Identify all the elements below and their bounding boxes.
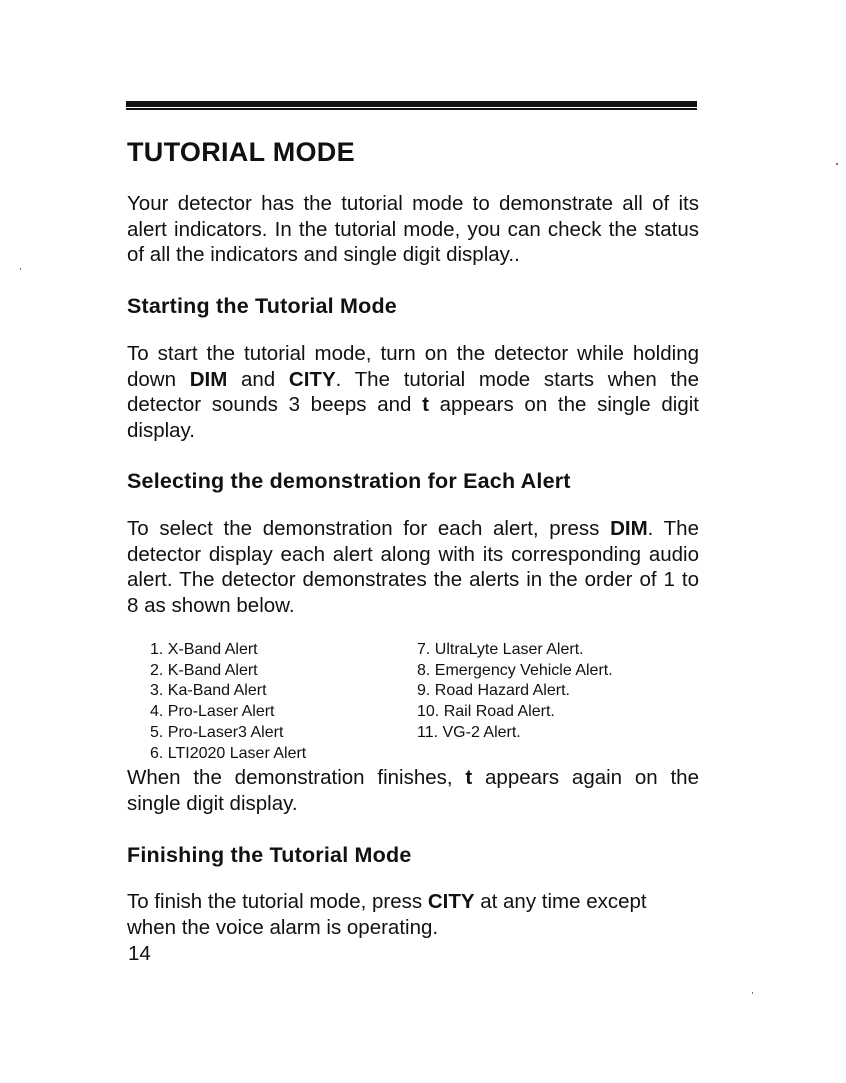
list-item: 8. Emergency Vehicle Alert. xyxy=(417,661,613,679)
finishing-text-2: at any time except when the voice alarm is operating. xyxy=(127,890,647,939)
starting-text-1: To start the tutorial mode, turn on the detector while holding down xyxy=(127,342,699,391)
finishing-paragraph xyxy=(127,889,699,940)
starting-paragraph xyxy=(127,341,699,443)
heading-starting: Starting the Tutorial Mode xyxy=(127,294,397,318)
starting-text-4: appears on the single digit display. xyxy=(127,393,699,442)
selecting-bold-dim: DIM xyxy=(610,517,648,540)
finishing-text-1: To finish the tutorial mode, press xyxy=(127,890,428,913)
list-item: 7. UltraLyte Laser Alert. xyxy=(417,641,584,658)
heading-finishing: Finishing the Tutorial Mode xyxy=(127,843,412,867)
alert-list-right xyxy=(417,640,613,744)
selecting-paragraph xyxy=(127,516,699,618)
demonstration-finish-paragraph xyxy=(127,765,699,816)
list-item: 9. Road Hazard Alert. xyxy=(417,682,570,700)
intro-paragraph xyxy=(127,191,699,268)
list-item: 1. X-Band Alert xyxy=(150,641,258,658)
top-rule-underline xyxy=(126,108,697,110)
intro-text: Your detector has the tutorial mode to demonstrate all of its alert indicators. In the tutorial mode, you can check the status of all the indicators and single digit display.. xyxy=(127,192,699,266)
list-item: 11. VG-2 Alert. xyxy=(417,723,521,741)
list-item: 4. Pro-Laser Alert xyxy=(150,703,275,721)
starting-bold-dim: DIM xyxy=(189,367,228,391)
top-rule xyxy=(126,101,697,107)
scan-speck xyxy=(20,268,21,270)
finish-demo-bold-t: t xyxy=(465,766,473,789)
list-item: 6. LTI2020 Laser Alert xyxy=(150,744,307,762)
selecting-text-2: . The detector display each alert along with its corresponding audio alert. The detector demonstrates the alerts in the order of 1 to 8 as shown below. xyxy=(127,517,699,617)
scan-speck xyxy=(752,992,753,994)
finish-demo-text-2: appears again on the single digit display. xyxy=(127,766,699,815)
starting-text-2: and xyxy=(227,367,289,391)
list-item: 10. Rail Road Alert. xyxy=(417,703,555,721)
starting-text-3: . The tutorial mode starts when the detector sounds 3 beeps and xyxy=(127,367,699,416)
starting-bold-city: CITY xyxy=(288,367,336,391)
finishing-bold-city: CITY xyxy=(427,890,475,913)
starting-bold-t: t xyxy=(422,393,429,416)
list-item: 2. K-Band Alert xyxy=(150,661,258,679)
heading-selecting: Selecting the demonstration for Each Alert xyxy=(127,469,571,493)
finish-demo-text-1: When the demonstration finishes, xyxy=(127,766,466,789)
list-item: 3. Ka-Band Alert xyxy=(150,682,267,700)
list-item: 5. Pro-Laser3 Alert xyxy=(150,723,284,741)
scan-speck xyxy=(836,163,838,165)
page-title: TUTORIAL MODE xyxy=(127,137,355,167)
alert-list-left xyxy=(150,640,306,764)
selecting-text-1: To select the demonstration for each alert, press xyxy=(127,517,611,540)
page-number: 14 xyxy=(128,942,151,965)
